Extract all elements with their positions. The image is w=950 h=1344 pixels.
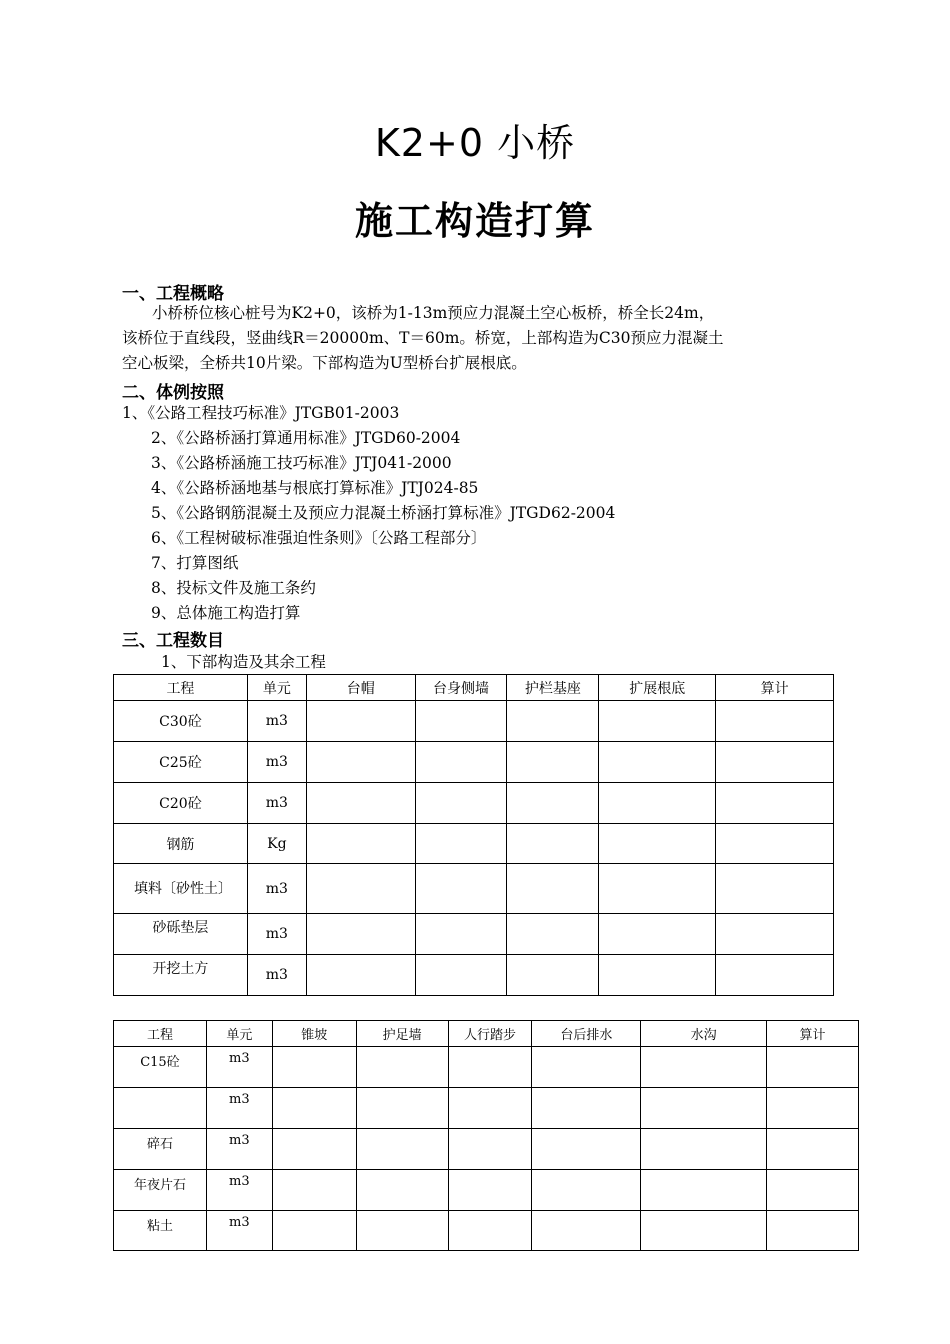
unit-cell: m3 <box>206 1088 272 1129</box>
unit-cell: m3 <box>206 1129 272 1170</box>
header-cell: 护栏基座 <box>507 675 599 701</box>
standard-item-2: 2、《公路桥涵打算通用标准》JTGD60-2004 <box>151 429 461 447</box>
item-cell: 开挖土方 <box>114 955 248 996</box>
table-row <box>114 864 834 914</box>
auxiliary-works-table <box>113 1020 859 1251</box>
table-row <box>114 1170 859 1211</box>
section3-subheading: 1、下部构造及其余工程 <box>161 653 326 671</box>
header-cell: 工程 <box>114 675 248 701</box>
table-row <box>114 824 834 864</box>
header-cell: 扩展根底 <box>599 675 716 701</box>
header-cell: 锥坡 <box>272 1021 356 1047</box>
unit-cell: m3 <box>247 742 306 783</box>
table-row <box>114 783 834 824</box>
standard-item-9: 9、总体施工构造打算 <box>151 604 301 622</box>
section2-heading: 二、体例按照 <box>122 383 224 403</box>
unit-cell: Kg <box>247 824 306 864</box>
header-cell: 工程 <box>114 1021 207 1047</box>
standard-item-1: 1、《公路工程技巧标准》JTGB01-2003 <box>122 404 400 422</box>
standard-item-8: 8、投标文件及施工条约 <box>151 579 316 597</box>
header-cell: 水沟 <box>641 1021 767 1047</box>
header-cell: 台帽 <box>306 675 415 701</box>
item-cell: C30砼 <box>114 701 248 742</box>
table-row <box>114 701 834 742</box>
document-subtitle: 施工构造打算 <box>354 199 595 243</box>
section3-heading: 三、工程数目 <box>122 631 224 651</box>
unit-cell: m3 <box>206 1170 272 1211</box>
standard-item-4: 4、《公路桥涵地基与根底打算标准》JTJ024-85 <box>151 479 479 497</box>
table-row <box>114 1129 859 1170</box>
item-cell <box>114 1088 207 1129</box>
unit-cell: m3 <box>247 864 306 914</box>
item-cell: 砂砾垫层 <box>114 914 248 955</box>
item-cell: C25砼 <box>114 742 248 783</box>
item-cell: 年夜片石 <box>114 1170 207 1211</box>
table-header-row <box>114 675 834 701</box>
unit-cell: m3 <box>247 914 306 955</box>
unit-cell: m3 <box>247 783 306 824</box>
unit-cell: m3 <box>247 955 306 996</box>
section1-heading: 一、工程概略 <box>122 284 224 304</box>
item-cell: 钢筋 <box>114 824 248 864</box>
table-row <box>114 955 834 996</box>
section1-line-1: 小桥桥位核心桩号为K2+0，该桥为1-13m预应力混凝土空心板桥，桥全长24m， <box>152 304 715 322</box>
header-cell: 台后排水 <box>532 1021 641 1047</box>
header-cell: 护足墙 <box>356 1021 448 1047</box>
document-title: K2+0 小桥 <box>374 121 576 165</box>
header-cell: 单元 <box>206 1021 272 1047</box>
section1-line-3: 空心板梁，全桥共10片梁。下部构造为U型桥台扩展根底。 <box>122 354 527 372</box>
header-cell: 算计 <box>767 1021 859 1047</box>
table-row <box>114 1211 859 1251</box>
table-header-row <box>114 1021 859 1047</box>
standard-item-7: 7、打算图纸 <box>151 554 239 572</box>
standard-item-5: 5、《公路钢筋混凝土及预应力混凝土桥涵打算标准》JTGD62-2004 <box>151 504 616 522</box>
unit-cell: m3 <box>206 1211 272 1251</box>
header-cell: 台身侧墙 <box>415 675 507 701</box>
item-cell: 粘土 <box>114 1211 207 1251</box>
table-row <box>114 742 834 783</box>
substructure-quantity-table <box>113 674 834 996</box>
header-cell: 人行踏步 <box>448 1021 532 1047</box>
unit-cell: m3 <box>206 1047 272 1088</box>
section1-line-2: 该桥位于直线段，竖曲线R＝20000m、T＝60m。桥宽，上部构造为C30预应力混凝土 <box>122 329 724 347</box>
item-cell: 碎石 <box>114 1129 207 1170</box>
table-row <box>114 1047 859 1088</box>
item-cell: C20砼 <box>114 783 248 824</box>
table-row <box>114 1088 859 1129</box>
table-row <box>114 914 834 955</box>
standard-item-6: 6、《工程树破标准强迫性条则》〔公路工程部分〕 <box>151 529 487 547</box>
header-cell: 算计 <box>716 675 834 701</box>
item-cell: 填料〔砂性土〕 <box>114 864 248 914</box>
item-cell: C15砼 <box>114 1047 207 1088</box>
header-cell: 单元 <box>247 675 306 701</box>
unit-cell: m3 <box>247 701 306 742</box>
standard-item-3: 3、《公路桥涵施工技巧标准》JTJ041-2000 <box>151 454 452 472</box>
